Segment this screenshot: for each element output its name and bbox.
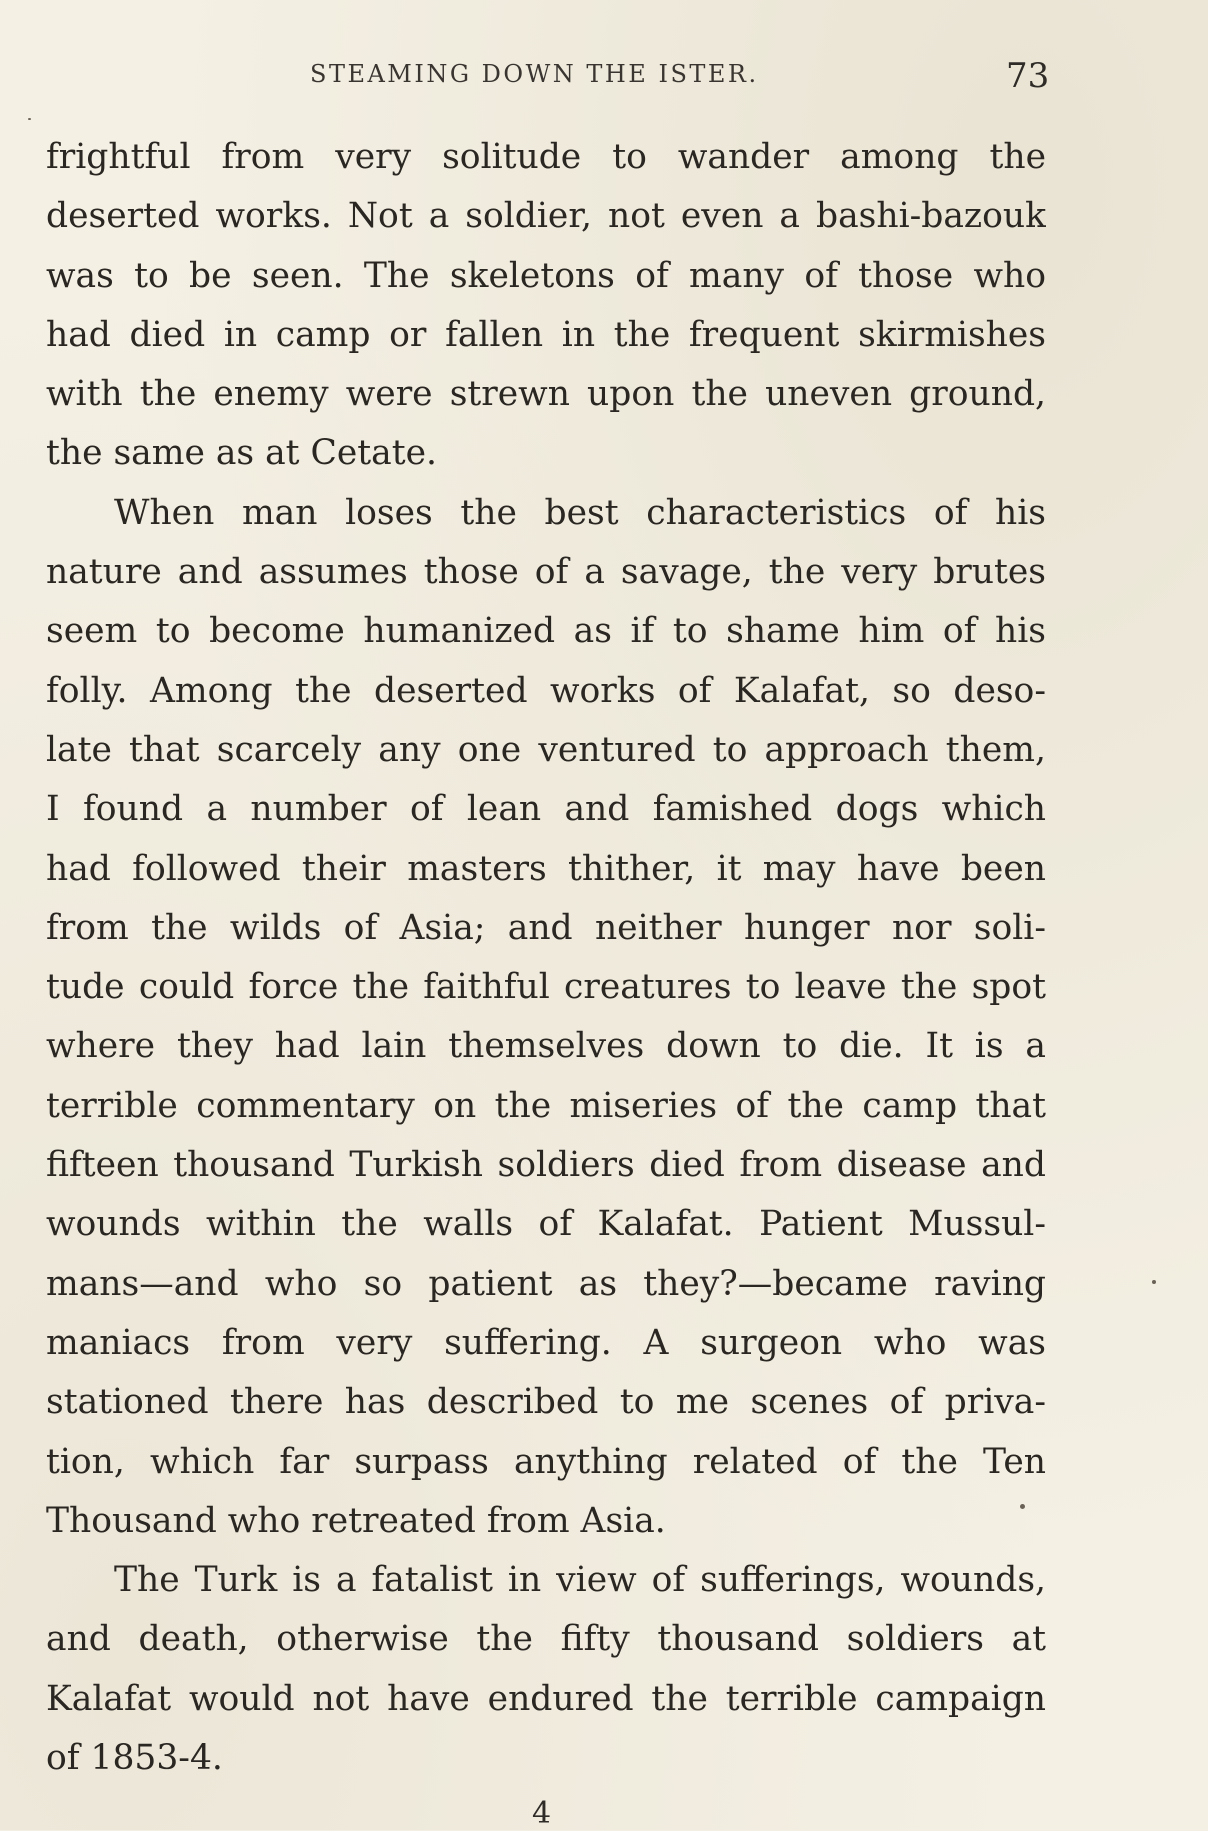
- text-line: When man loses the best characteristics of his: [114, 492, 1046, 533]
- text-line: tude could force the faithful creatures to leave the spot: [46, 967, 1046, 1008]
- text-line: late that scarcely any one ventured to approach them,: [46, 729, 1046, 770]
- text-line: folly. Among the deserted works of Kalafat, so deso-: [46, 670, 1046, 711]
- text-line: maniacs from very suffering. A surgeon who was: [46, 1322, 1046, 1363]
- text-line: fifteen thousand Turkish soldiers died from disease and: [46, 1145, 1046, 1186]
- running-head: [0, 56, 1208, 96]
- paper-speck: [1152, 1280, 1156, 1284]
- text-line: nature and assumes those of a savage, the very brutes: [46, 552, 1046, 593]
- text-line: was to be seen. The skeletons of many of those who: [46, 255, 1046, 296]
- text-line: had died in camp or fallen in the frequent skirmishes: [46, 314, 1046, 355]
- text-line: I found a number of lean and famished dogs which: [46, 789, 1046, 830]
- text-line: Kalafat would not have endured the terrible campaign: [46, 1678, 1046, 1719]
- text-line: The Turk is a fatalist in view of sufferings, wounds,: [114, 1560, 1046, 1601]
- text-line: the same as at Cetate.: [46, 433, 437, 474]
- running-title: STEAMING DOWN THE ISTER.: [310, 60, 759, 88]
- text-line: with the enemy were strewn upon the uneven ground,: [46, 374, 1046, 415]
- text-line: had followed their masters thither, it may have been: [46, 848, 1046, 889]
- text-line: and death, otherwise the fifty thousand soldiers at: [46, 1619, 1046, 1660]
- text-line: deserted works. Not a soldier, not even a bashi-bazouk: [46, 196, 1046, 237]
- body-text: [46, 128, 1046, 1788]
- text-line: wounds within the walls of Kalafat. Patient Mussul-: [46, 1204, 1046, 1245]
- text-line: terrible commentary on the miseries of the camp that: [46, 1085, 1046, 1126]
- text-line: mans—and who so patient as they?—became raving: [46, 1263, 1046, 1304]
- text-line: stationed there has described to me scenes of priva-: [46, 1382, 1046, 1423]
- page-number: 73: [1006, 56, 1050, 96]
- paper-speck: [1020, 1504, 1025, 1509]
- text-line: of 1853-4.: [46, 1738, 223, 1779]
- text-line: Thousand who retreated from Asia.: [46, 1500, 666, 1541]
- text-line: seem to become humanized as if to shame him of his: [46, 611, 1046, 652]
- paper-speck: [28, 118, 31, 120]
- signature-mark: 4: [532, 1796, 552, 1831]
- text-line: tion, which far surpass anything related of the Ten: [46, 1441, 1046, 1482]
- text-line: from the wilds of Asia; and neither hunger nor soli-: [46, 907, 1046, 948]
- text-line: frightful from very solitude to wander among the: [46, 137, 1046, 177]
- text-line: where they had lain themselves down to die. It is a: [46, 1026, 1046, 1067]
